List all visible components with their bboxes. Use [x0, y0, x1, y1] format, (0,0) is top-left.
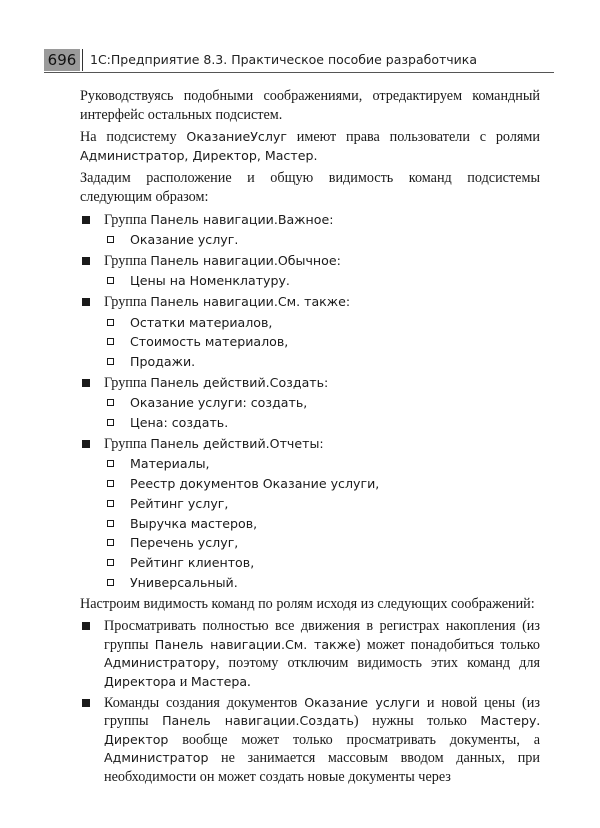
command-item: Цены на Номенклатуру. [104, 272, 540, 291]
header-divider [82, 49, 83, 71]
group-item [80, 435, 540, 593]
role-ref: Администратору [104, 655, 216, 671]
text: Команды создания документов [104, 694, 305, 711]
text: , поэтому отключим видимость этих команд для [215, 655, 540, 672]
role-ref: Мастера [190, 673, 248, 689]
text: вообще может только просматривать документы, а [168, 731, 540, 748]
group-label: Панель навигации.См. также: [150, 293, 351, 309]
visibility-item [80, 694, 540, 787]
group-label: Панель навигации.Важное: [150, 211, 334, 227]
text: ) нужны только [353, 713, 481, 730]
paragraph-roles [80, 128, 540, 165]
page-number: 696 [44, 49, 80, 71]
paragraph-visibility: Настроим видимость команд по ролям исходя из следующих соображений: [80, 595, 535, 612]
command-item: Рейтинг услуг, [104, 495, 540, 514]
command-item: Остатки материалов, [104, 314, 540, 333]
command-groups-list [80, 211, 540, 593]
text: не занимается массовым вводом данных, при необходимости он может создать новые документы через [104, 750, 540, 785]
command-item: Продажи. [104, 353, 540, 372]
command-item: Оказание услуги: создать, [104, 394, 540, 413]
command-item: Оказание услуг. [104, 231, 540, 250]
group-item [80, 374, 540, 433]
command-item: Рейтинг клиентов, [104, 554, 540, 573]
command-list [104, 455, 540, 592]
text: ) может понадобиться только [355, 636, 540, 653]
role-ref: Директора [104, 673, 177, 689]
group-label: Панель действий.Отчеты: [150, 435, 324, 451]
command-list [104, 394, 540, 432]
command-item: Выручка мастеров, [104, 515, 540, 534]
text: и новой цены (из группы [104, 694, 540, 730]
text: . [247, 673, 251, 690]
group-ref: Панель навигации.Создать [162, 713, 354, 729]
command-item: Универсальный. [104, 574, 540, 593]
group-ref: Панель навигации.См. также [154, 636, 356, 652]
paragraph-intro: Руководствуясь подобными соображениями, отредактируем командный интерфейс остальных подсистем. [80, 88, 540, 123]
header-rule [44, 72, 554, 73]
group-prefix: Группа [104, 293, 151, 310]
command-list [104, 314, 540, 372]
group-label: Панель действий.Создать: [150, 374, 329, 390]
text: . [536, 713, 540, 730]
page-header [44, 49, 554, 71]
command-list [104, 231, 540, 250]
command-item: Стоимость материалов, [104, 333, 540, 352]
command-list [104, 272, 540, 291]
role-names: Администратор, Директор, Мастер. [80, 147, 318, 163]
group-item [80, 293, 540, 372]
text: На подсистему [80, 129, 187, 146]
group-prefix: Группа [104, 211, 151, 228]
visibility-list [80, 617, 540, 786]
text: имеют права пользователи с ролями [286, 129, 540, 146]
paragraph-layout: Зададим расположение и общую видимость команд подсистемы следующим образом: [80, 170, 540, 205]
running-title: 1С:Предприятие 8.3. Практическое пособие разработчика [90, 52, 477, 67]
group-item [80, 252, 540, 291]
group-prefix: Группа [104, 435, 151, 452]
group-prefix: Группа [104, 374, 151, 391]
role-ref: Директор [104, 731, 169, 747]
subsystem-name: ОказаниеУслуг [186, 129, 287, 145]
command-item: Реестр документов Оказание услуги, [104, 475, 540, 494]
role-ref: Администратор [104, 750, 209, 766]
group-prefix: Группа [104, 252, 151, 269]
command-item: Материалы, [104, 455, 540, 474]
role-ref: Мастеру [480, 713, 537, 729]
text: Просматривать полностью все движения в регистрах накопления (из группы [104, 618, 540, 653]
group-label: Панель навигации.Обычное: [150, 252, 341, 268]
document-ref: Оказание услуги [304, 694, 421, 710]
group-item [80, 211, 540, 250]
command-item: Цена: создать. [104, 414, 540, 433]
page-body [80, 87, 540, 788]
command-item: Перечень услуг, [104, 534, 540, 553]
visibility-item [80, 617, 540, 691]
text: и [176, 673, 191, 690]
